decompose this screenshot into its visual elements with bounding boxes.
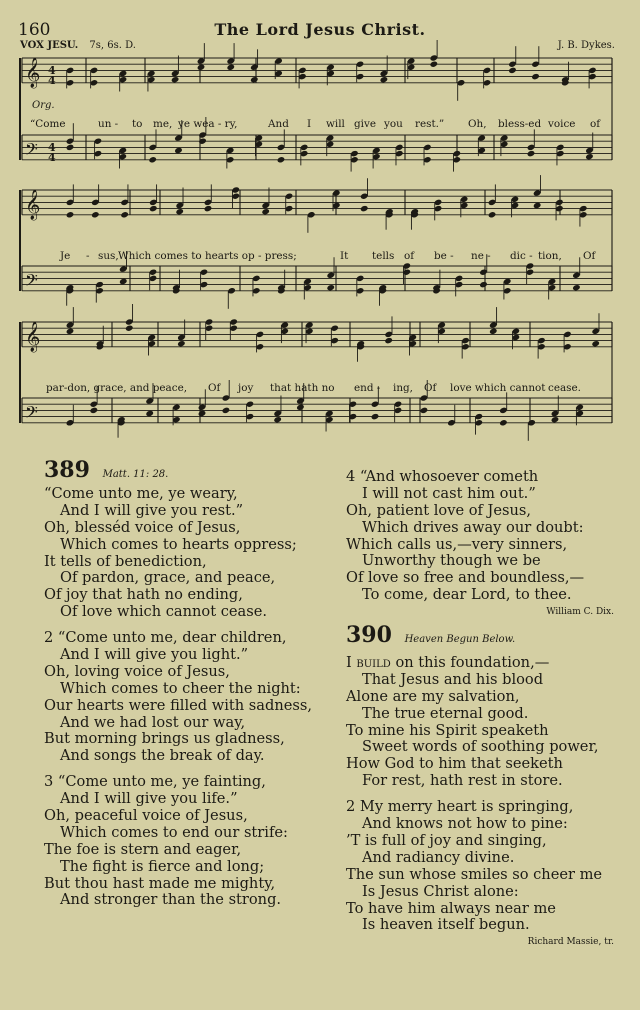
tune-meter: 7s, 6s. D. bbox=[89, 40, 136, 51]
lyric-syllable: rest.” bbox=[415, 118, 445, 130]
verse-line: To have him always near me bbox=[346, 899, 556, 917]
lyric-syllable: Which comes to hearts op - press; bbox=[118, 250, 297, 262]
bass-clef-icon: 𝄢 bbox=[25, 138, 38, 163]
verse-line: Our hearts were filled with sadness, bbox=[44, 696, 312, 714]
verse-line: Oh, loving voice of Jesus, bbox=[44, 662, 230, 680]
note-head bbox=[551, 416, 560, 423]
bass-clef-icon: 𝄢 bbox=[25, 269, 38, 294]
lyric-syllable: “Come bbox=[30, 118, 66, 130]
time-signature: 4 bbox=[48, 73, 56, 87]
verse-line: 4 “And whosoever cometh bbox=[346, 468, 539, 485]
verse-line: ’T is full of joy and singing, bbox=[346, 831, 547, 849]
hymn-390-verse-1 bbox=[346, 655, 614, 790]
verse-line: For rest, hath rest in store. bbox=[362, 772, 563, 790]
lyric-syllable: And bbox=[268, 118, 289, 130]
lyric-syllable: of bbox=[590, 118, 601, 130]
tune-name: VOX JESU. bbox=[20, 40, 79, 51]
hymn-number: 390 bbox=[346, 622, 392, 649]
lyric-syllable: Oh, bbox=[468, 118, 487, 130]
lyric-syllable: un - bbox=[98, 118, 119, 130]
note-head bbox=[177, 340, 186, 347]
lyric-syllable: cease. bbox=[548, 382, 581, 394]
verse-line: And we had lost our way, bbox=[60, 713, 246, 731]
verse-line: Oh, blesséd voice of Jesus, bbox=[44, 518, 241, 536]
verse-line: Of pardon, grace, and peace, bbox=[60, 569, 276, 587]
verse-line: Which calls us,—very sinners, bbox=[346, 535, 568, 553]
lyric-syllable: joy bbox=[238, 382, 254, 394]
verse-line: The foe is stern and eager, bbox=[44, 840, 242, 858]
verse-line: The fight is fierce and long; bbox=[60, 857, 265, 875]
note-head bbox=[360, 205, 369, 212]
verse-line: 2 “Come unto me, dear children, bbox=[44, 629, 287, 647]
treble-clef-icon: 𝄞 bbox=[25, 321, 41, 352]
note-head bbox=[489, 328, 498, 335]
lyric-syllable: par-don, grace, and peace, bbox=[46, 382, 188, 394]
verse-line: Oh, peaceful voice of Jesus, bbox=[44, 807, 248, 825]
bass-clef-icon: 𝄢 bbox=[25, 401, 38, 426]
hymn-390-attribution: Richard Massie, tr. bbox=[527, 937, 614, 948]
note-head bbox=[171, 76, 180, 83]
lyric-syllable: dic - bbox=[510, 250, 533, 262]
note-head bbox=[250, 76, 259, 83]
lyric-syllable: I bbox=[307, 118, 312, 130]
lyric-syllable: Je bbox=[60, 250, 71, 262]
note-head bbox=[420, 407, 429, 414]
lyric-syllable: voice bbox=[548, 118, 576, 130]
note-head bbox=[204, 205, 213, 212]
verse-line: It tells of benediction, bbox=[44, 552, 207, 570]
verse-line: That Jesus and his blood bbox=[362, 670, 544, 688]
lyric-syllable: tells bbox=[372, 250, 395, 262]
lyric-syllable: Of bbox=[208, 382, 221, 394]
time-signature: 4 bbox=[48, 64, 56, 78]
note-head bbox=[572, 284, 581, 291]
hymn-389-heading bbox=[44, 457, 334, 486]
note-head bbox=[384, 337, 393, 344]
verse-4 bbox=[346, 469, 614, 604]
note-head bbox=[90, 407, 99, 414]
treble-clef-icon: 𝄞 bbox=[25, 189, 41, 220]
note-head bbox=[222, 407, 231, 414]
note-head bbox=[91, 211, 100, 218]
verse-line: Which comes to cheer the night: bbox=[60, 679, 301, 697]
note-head bbox=[273, 416, 282, 423]
note-head bbox=[533, 202, 542, 209]
note-head bbox=[326, 284, 335, 291]
lyric-syllable: Of bbox=[583, 250, 596, 262]
lyric-syllable: give bbox=[354, 118, 376, 130]
verse-line: But morning brings us gladness, bbox=[44, 730, 285, 748]
verse-line: “Come unto me, ye weary, bbox=[44, 485, 238, 502]
verse-line: The true eternal good. bbox=[362, 704, 529, 722]
scripture-reference: Matt. 11: 28. bbox=[102, 469, 169, 480]
note-head bbox=[371, 413, 380, 420]
time-signature: 4 bbox=[48, 141, 56, 155]
note-head bbox=[585, 153, 594, 160]
lyric-syllable: end - bbox=[354, 382, 381, 394]
verse-line: I will not cast him out.” bbox=[362, 484, 536, 502]
lyric-syllable: you bbox=[384, 118, 403, 130]
note-head bbox=[226, 64, 235, 71]
hymn-title: Heaven Begun Below. bbox=[404, 634, 516, 646]
verse-line: To come, dear Lord, to thee. bbox=[362, 586, 572, 604]
time-signature: 4 bbox=[48, 150, 56, 164]
hymn-390-verse-2 bbox=[346, 799, 614, 934]
note-head bbox=[198, 410, 207, 417]
verse-line: Unworthy though we be bbox=[362, 552, 541, 570]
note-head bbox=[430, 61, 439, 68]
note-head bbox=[488, 211, 497, 218]
note-head bbox=[197, 64, 206, 71]
verse-line: And radiancy divine. bbox=[362, 848, 515, 866]
verse-1 bbox=[44, 486, 334, 621]
lyric-syllable: tion, bbox=[538, 250, 562, 262]
composer: J. B. Dykes. bbox=[557, 40, 615, 51]
verse-line: Is heaven itself begun. bbox=[362, 916, 530, 934]
note-head bbox=[527, 150, 536, 157]
note-head bbox=[119, 278, 128, 285]
lyric-syllable: ne - bbox=[471, 250, 491, 262]
verse-line: 2 My merry heart is springing, bbox=[346, 798, 574, 816]
treble-clef-icon: 𝄞 bbox=[25, 57, 41, 88]
note-head bbox=[120, 211, 129, 218]
note-head bbox=[175, 208, 184, 215]
lyric-syllable: of bbox=[404, 250, 415, 262]
verse-line: Sweet words of soothing power, bbox=[362, 738, 599, 756]
lyric-syllable: bless-ed bbox=[498, 118, 542, 130]
verse-line: Alone are my salvation, bbox=[346, 687, 520, 705]
verse-line: But thou hast made me mighty, bbox=[44, 874, 276, 892]
note-head bbox=[296, 404, 305, 411]
lyric-syllable: that hath no bbox=[270, 382, 335, 394]
lyric-syllable: me, bbox=[153, 118, 173, 130]
first-word: I build bbox=[346, 654, 391, 672]
running-title: The Lord Jesus Christ. bbox=[214, 20, 426, 39]
note-head bbox=[499, 419, 508, 426]
hymn-389 bbox=[44, 457, 334, 909]
verse-line: And I will give you light.” bbox=[60, 646, 249, 664]
note-head bbox=[174, 147, 183, 154]
verse-line: Which drives away our doubt: bbox=[362, 518, 584, 536]
note-head bbox=[145, 410, 154, 417]
note-head bbox=[125, 325, 134, 332]
lyric-syllable: to bbox=[132, 118, 143, 130]
note-head bbox=[508, 67, 517, 74]
verse-line: Of love so free and boundless,— bbox=[346, 569, 585, 587]
note-head bbox=[531, 73, 540, 80]
verse-line: The sun whose smiles so cheer me bbox=[346, 865, 603, 883]
note-head bbox=[66, 211, 75, 218]
verse-2 bbox=[44, 630, 334, 765]
note-head bbox=[277, 156, 286, 163]
music-score bbox=[0, 0, 640, 465]
hymn-390-heading bbox=[346, 622, 614, 655]
page-number: 160 bbox=[18, 20, 51, 40]
hymn-389-attribution: William C. Dix. bbox=[546, 607, 614, 618]
verse-line: How God to him that seeketh bbox=[346, 755, 563, 773]
verse-line: 3 “Come unto me, ye fainting, bbox=[44, 773, 266, 791]
note-head bbox=[380, 76, 389, 83]
verse-line: And I will give you rest.” bbox=[60, 501, 244, 519]
lyric-syllable: It bbox=[340, 250, 349, 262]
verse-line: Is Jesus Christ alone: bbox=[362, 882, 519, 900]
verse-line: And knows not how to pine: bbox=[362, 815, 568, 833]
verse-line: And I will give you life.” bbox=[60, 790, 238, 808]
note-head bbox=[66, 144, 75, 151]
lyric-syllable: love which cannot bbox=[450, 382, 546, 394]
lyric-syllable: ing, bbox=[393, 382, 413, 394]
verse-line: And stronger than the strong. bbox=[60, 891, 282, 909]
verse-line: Oh, patient love of Jesus, bbox=[346, 501, 532, 519]
note-head bbox=[66, 328, 75, 335]
lyric-syllable: sus, bbox=[98, 250, 119, 262]
lyric-syllable: will bbox=[326, 118, 345, 130]
hymn-number: 389 bbox=[44, 457, 90, 483]
lyric-syllable: - bbox=[86, 250, 90, 262]
verse-line: Of joy that hath no ending, bbox=[44, 586, 243, 604]
verse-3 bbox=[44, 774, 334, 909]
verse-line: And songs the break of day. bbox=[60, 747, 265, 765]
right-column bbox=[346, 469, 614, 951]
note-head bbox=[261, 208, 270, 215]
verse-line: on this foundation,— bbox=[395, 654, 550, 672]
lyric-syllable: be - bbox=[434, 250, 454, 262]
note-head bbox=[479, 281, 488, 288]
lyric-syllable: ye wea - ry, bbox=[178, 118, 238, 130]
note-head bbox=[149, 205, 158, 212]
verse-line: Which comes to hearts oppress; bbox=[60, 535, 297, 553]
note-head bbox=[591, 340, 600, 347]
lyric-syllable: Of bbox=[424, 382, 437, 394]
note-head bbox=[148, 156, 157, 163]
verse-line: Of love which cannot cease. bbox=[60, 603, 267, 621]
verse-line: Which comes to end our strife: bbox=[60, 823, 288, 841]
organ-mark: Org. bbox=[32, 100, 55, 111]
verse-line: To mine his Spirit speaketh bbox=[346, 721, 549, 739]
